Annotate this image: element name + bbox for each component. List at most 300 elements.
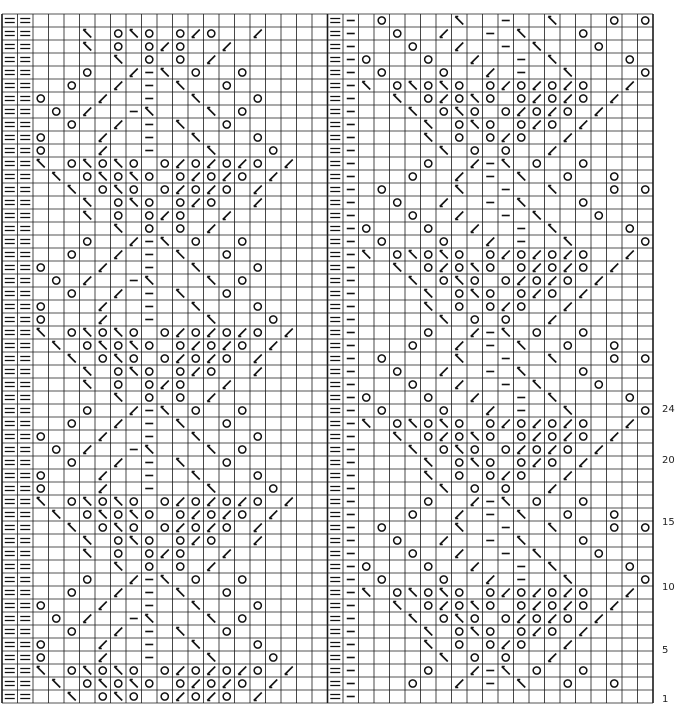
- purl-icon: [5, 149, 15, 153]
- purl-icon: [5, 279, 15, 283]
- yo-icon: [177, 30, 184, 37]
- purl-icon: [20, 214, 30, 218]
- yo-icon: [394, 589, 401, 596]
- yo-icon: [68, 160, 75, 167]
- yo-icon: [161, 498, 168, 505]
- ssk-icon: [548, 56, 556, 64]
- ssk-icon: [440, 147, 448, 155]
- purl-icon: [330, 292, 340, 296]
- yo-icon: [84, 342, 91, 349]
- ssk-icon: [409, 251, 417, 259]
- yo-icon: [642, 407, 649, 414]
- yo-icon: [177, 56, 184, 63]
- k2tog-icon: [533, 459, 541, 467]
- yo-icon: [223, 121, 230, 128]
- yo-icon: [254, 303, 261, 310]
- ssk-icon: [68, 186, 76, 194]
- yo-icon: [84, 238, 91, 245]
- yo-icon: [239, 342, 246, 349]
- k2tog-icon: [114, 420, 122, 428]
- yo-icon: [626, 225, 633, 232]
- ssk-icon: [52, 511, 60, 519]
- purl-icon: [20, 266, 30, 270]
- purl-icon: [20, 500, 30, 504]
- k2tog-icon: [517, 446, 525, 454]
- yo-icon: [409, 342, 416, 349]
- yo-icon: [425, 160, 432, 167]
- ssk-icon: [362, 82, 370, 90]
- purl-icon: [5, 357, 15, 361]
- purl-icon: [20, 97, 30, 101]
- ssk-icon: [207, 615, 215, 623]
- k2tog-icon: [579, 459, 587, 467]
- yo-icon: [223, 160, 230, 167]
- yo-icon: [549, 95, 556, 102]
- yo-icon: [99, 524, 106, 531]
- purl-icon: [330, 19, 340, 23]
- ssk-icon: [440, 485, 448, 493]
- k2tog-icon: [440, 433, 448, 441]
- yo-icon: [239, 576, 246, 583]
- purl-icon: [330, 396, 340, 400]
- yo-icon: [223, 420, 230, 427]
- yo-icon: [611, 342, 618, 349]
- yo-icon: [456, 641, 463, 648]
- ssk-icon: [68, 524, 76, 532]
- k2tog-icon: [533, 121, 541, 129]
- purl-icon: [330, 565, 340, 569]
- yo-icon: [456, 628, 463, 635]
- k2tog-icon: [83, 108, 91, 116]
- ssk-icon: [409, 615, 417, 623]
- k2tog-icon: [254, 693, 262, 701]
- yo-icon: [564, 446, 571, 453]
- k2tog-icon: [548, 485, 556, 493]
- k2tog-icon: [269, 173, 277, 181]
- yo-icon: [37, 264, 44, 271]
- yo-icon: [487, 95, 494, 102]
- yo-icon: [518, 459, 525, 466]
- ssk-icon: [37, 667, 45, 675]
- yo-icon: [146, 394, 153, 401]
- yo-icon: [394, 368, 401, 375]
- yo-icon: [146, 680, 153, 687]
- k2tog-icon: [471, 394, 479, 402]
- ssk-icon: [502, 667, 510, 675]
- yo-icon: [223, 459, 230, 466]
- purl-icon: [5, 266, 15, 270]
- k2tog-icon: [455, 550, 463, 558]
- ssk-icon: [37, 498, 45, 506]
- yo-icon: [425, 498, 432, 505]
- k2tog-icon: [486, 407, 494, 415]
- k2tog-icon: [564, 251, 572, 259]
- yo-icon: [192, 576, 199, 583]
- yo-icon: [502, 615, 509, 622]
- purl-icon: [330, 305, 340, 309]
- k2tog-icon: [223, 342, 231, 350]
- yo-icon: [456, 134, 463, 141]
- k2tog-icon: [579, 121, 587, 129]
- ssk-icon: [52, 342, 60, 350]
- purl-icon: [5, 331, 15, 335]
- purl-icon: [330, 253, 340, 257]
- ssk-icon: [207, 654, 215, 662]
- purl-icon: [20, 682, 30, 686]
- ssk-icon: [471, 264, 479, 272]
- ssk-icon: [471, 290, 479, 298]
- k2tog-icon: [471, 563, 479, 571]
- k2tog-icon: [238, 498, 246, 506]
- yo-icon: [564, 108, 571, 115]
- yo-icon: [425, 264, 432, 271]
- purl-icon: [330, 58, 340, 62]
- purl-icon: [330, 149, 340, 153]
- yo-icon: [223, 628, 230, 635]
- yo-icon: [595, 43, 602, 50]
- yo-icon: [84, 173, 91, 180]
- row-number-5: 5: [662, 645, 669, 656]
- ssk-icon: [83, 550, 91, 558]
- yo-icon: [409, 550, 416, 557]
- purl-icon: [5, 487, 15, 491]
- yo-icon: [254, 160, 261, 167]
- yo-icon: [146, 563, 153, 570]
- ssk-icon: [145, 446, 153, 454]
- yo-icon: [580, 667, 587, 674]
- purl-icon: [20, 617, 30, 621]
- yo-icon: [177, 511, 184, 518]
- k2tog-icon: [223, 43, 231, 51]
- ssk-icon: [455, 615, 463, 623]
- yo-icon: [192, 498, 199, 505]
- purl-icon: [330, 32, 340, 36]
- ssk-icon: [83, 212, 91, 220]
- yo-icon: [533, 498, 540, 505]
- yo-icon: [223, 667, 230, 674]
- yo-icon: [487, 433, 494, 440]
- ssk-icon: [83, 160, 91, 168]
- ssk-icon: [424, 628, 432, 636]
- purl-icon: [330, 188, 340, 192]
- yo-icon: [177, 563, 184, 570]
- purl-icon: [5, 305, 15, 309]
- yo-icon: [440, 108, 447, 115]
- yo-icon: [239, 173, 246, 180]
- ssk-icon: [393, 433, 401, 441]
- purl-icon: [5, 292, 15, 296]
- yo-icon: [223, 693, 230, 700]
- yo-icon: [223, 524, 230, 531]
- ssk-icon: [409, 589, 417, 597]
- ssk-icon: [471, 121, 479, 129]
- k2tog-icon: [207, 394, 215, 402]
- purl-icon: [5, 227, 15, 231]
- purl-icon: [20, 565, 30, 569]
- k2tog-icon: [254, 199, 262, 207]
- purl-icon: [5, 435, 15, 439]
- ssk-icon: [424, 134, 432, 142]
- k2tog-icon: [114, 628, 122, 636]
- ssk-icon: [564, 407, 572, 415]
- yo-icon: [68, 628, 75, 635]
- purl-icon: [20, 149, 30, 153]
- yo-icon: [409, 43, 416, 50]
- purl-icon: [5, 162, 15, 166]
- k2tog-icon: [564, 641, 572, 649]
- yo-icon: [192, 407, 199, 414]
- k2tog-icon: [595, 446, 603, 454]
- k2tog-icon: [83, 446, 91, 454]
- yo-icon: [440, 615, 447, 622]
- yo-icon: [177, 550, 184, 557]
- yo-icon: [223, 355, 230, 362]
- ssk-icon: [161, 576, 169, 584]
- yo-icon: [642, 69, 649, 76]
- yo-icon: [533, 160, 540, 167]
- purl-icon: [5, 123, 15, 127]
- yo-icon: [208, 368, 215, 375]
- k2tog-icon: [533, 433, 541, 441]
- purl-icon: [5, 643, 15, 647]
- k2tog-icon: [99, 641, 107, 649]
- purl-icon: [5, 32, 15, 36]
- k2tog-icon: [455, 342, 463, 350]
- yo-icon: [53, 615, 60, 622]
- ssk-icon: [362, 589, 370, 597]
- k2tog-icon: [223, 173, 231, 181]
- purl-icon: [5, 409, 15, 413]
- purl-icon: [20, 526, 30, 530]
- ssk-icon: [114, 355, 122, 363]
- yo-icon: [270, 147, 277, 154]
- yo-icon: [471, 615, 478, 622]
- ssk-icon: [114, 563, 122, 571]
- k2tog-icon: [99, 303, 107, 311]
- yo-icon: [409, 511, 416, 518]
- purl-icon: [330, 162, 340, 166]
- k2tog-icon: [83, 615, 91, 623]
- yo-icon: [161, 160, 168, 167]
- purl-icon: [20, 45, 30, 49]
- purl-icon: [20, 552, 30, 556]
- yo-icon: [192, 238, 199, 245]
- yo-icon: [37, 641, 44, 648]
- purl-icon: [5, 175, 15, 179]
- yo-icon: [425, 394, 432, 401]
- yo-icon: [425, 667, 432, 674]
- ssk-icon: [533, 550, 541, 558]
- k2tog-icon: [502, 420, 510, 428]
- ssk-icon: [393, 95, 401, 103]
- yo-icon: [208, 199, 215, 206]
- purl-icon: [330, 669, 340, 673]
- yo-icon: [270, 654, 277, 661]
- ssk-icon: [176, 628, 184, 636]
- ssk-icon: [130, 199, 138, 207]
- purl-icon: [5, 422, 15, 426]
- yo-icon: [254, 329, 261, 336]
- purl-icon: [5, 448, 15, 452]
- yo-icon: [378, 186, 385, 193]
- ssk-icon: [517, 368, 525, 376]
- yo-icon: [471, 277, 478, 284]
- purl-icon: [5, 370, 15, 374]
- ssk-icon: [207, 277, 215, 285]
- yo-icon: [378, 69, 385, 76]
- purl-icon: [330, 630, 340, 634]
- yo-icon: [440, 277, 447, 284]
- purl-icon: [20, 513, 30, 517]
- yo-icon: [208, 511, 215, 518]
- k2tog-icon: [192, 199, 200, 207]
- row-number-10: 10: [662, 582, 675, 593]
- k2tog-icon: [471, 667, 479, 675]
- yo-icon: [394, 420, 401, 427]
- yo-icon: [378, 576, 385, 583]
- yo-icon: [425, 563, 432, 570]
- yo-icon: [456, 121, 463, 128]
- yo-icon: [146, 173, 153, 180]
- k2tog-icon: [223, 511, 231, 519]
- k2tog-icon: [99, 485, 107, 493]
- ssk-icon: [176, 420, 184, 428]
- purl-icon: [20, 396, 30, 400]
- yo-icon: [146, 368, 153, 375]
- yo-icon: [84, 576, 91, 583]
- purl-icon: [330, 331, 340, 335]
- k2tog-icon: [440, 537, 448, 545]
- purl-icon: [330, 409, 340, 413]
- purl-icon: [20, 604, 30, 608]
- yo-icon: [518, 251, 525, 258]
- ssk-icon: [83, 381, 91, 389]
- yo-icon: [192, 186, 199, 193]
- ssk-icon: [176, 459, 184, 467]
- yo-icon: [177, 537, 184, 544]
- k2tog-icon: [517, 108, 525, 116]
- yo-icon: [37, 433, 44, 440]
- yo-icon: [533, 615, 540, 622]
- yo-icon: [130, 667, 137, 674]
- yo-icon: [239, 69, 246, 76]
- yo-icon: [394, 82, 401, 89]
- ssk-icon: [455, 277, 463, 285]
- purl-icon: [330, 461, 340, 465]
- purl-icon: [330, 357, 340, 361]
- ssk-icon: [502, 160, 510, 168]
- k2tog-icon: [207, 225, 215, 233]
- purl-icon: [330, 591, 340, 595]
- purl-icon: [330, 526, 340, 530]
- yo-icon: [502, 316, 509, 323]
- purl-icon: [20, 344, 30, 348]
- purl-icon: [5, 630, 15, 634]
- k2tog-icon: [564, 134, 572, 142]
- yo-icon: [409, 381, 416, 388]
- purl-icon: [5, 513, 15, 517]
- ssk-icon: [548, 17, 556, 25]
- k2tog-icon: [564, 264, 572, 272]
- k2tog-icon: [533, 420, 541, 428]
- purl-icon: [330, 617, 340, 621]
- ssk-icon: [455, 524, 463, 532]
- purl-icon: [5, 110, 15, 114]
- yo-icon: [518, 290, 525, 297]
- yo-icon: [254, 602, 261, 609]
- yo-icon: [37, 95, 44, 102]
- purl-icon: [5, 552, 15, 556]
- k2tog-icon: [99, 433, 107, 441]
- k2tog-icon: [626, 82, 634, 90]
- purl-icon: [330, 45, 340, 49]
- k2tog-icon: [207, 160, 215, 168]
- purl-icon: [5, 526, 15, 530]
- purl-icon: [5, 539, 15, 543]
- yo-icon: [518, 264, 525, 271]
- purl-icon: [330, 175, 340, 179]
- yo-icon: [487, 82, 494, 89]
- yo-icon: [115, 43, 122, 50]
- k2tog-icon: [564, 602, 572, 610]
- yo-icon: [192, 693, 199, 700]
- ssk-icon: [161, 407, 169, 415]
- yo-icon: [254, 95, 261, 102]
- yo-icon: [177, 680, 184, 687]
- yo-icon: [99, 160, 106, 167]
- yo-icon: [37, 134, 44, 141]
- purl-icon: [330, 695, 340, 699]
- purl-icon: [20, 318, 30, 322]
- yo-icon: [363, 225, 370, 232]
- yo-icon: [146, 199, 153, 206]
- yo-icon: [549, 264, 556, 271]
- ssk-icon: [83, 30, 91, 38]
- yo-icon: [146, 43, 153, 50]
- ssk-icon: [424, 303, 432, 311]
- k2tog-icon: [285, 667, 293, 675]
- row-number-1: 1: [662, 694, 669, 705]
- yo-icon: [518, 121, 525, 128]
- k2tog-icon: [192, 30, 200, 38]
- yo-icon: [208, 173, 215, 180]
- purl-icon: [20, 32, 30, 36]
- purl-icon: [20, 435, 30, 439]
- yo-icon: [223, 498, 230, 505]
- yo-icon: [487, 251, 494, 258]
- yo-icon: [68, 329, 75, 336]
- purl-icon: [5, 240, 15, 244]
- yo-icon: [580, 368, 587, 375]
- yo-icon: [68, 667, 75, 674]
- k2tog-icon: [99, 134, 107, 142]
- yo-icon: [580, 30, 587, 37]
- yo-icon: [471, 108, 478, 115]
- yo-icon: [239, 108, 246, 115]
- k2tog-icon: [471, 225, 479, 233]
- ssk-icon: [517, 342, 525, 350]
- ssk-icon: [424, 641, 432, 649]
- purl-icon: [5, 97, 15, 101]
- purl-icon: [330, 578, 340, 582]
- yo-icon: [146, 550, 153, 557]
- k2tog-icon: [176, 498, 184, 506]
- ssk-icon: [176, 121, 184, 129]
- yo-icon: [409, 680, 416, 687]
- yo-icon: [254, 433, 261, 440]
- yo-icon: [363, 563, 370, 570]
- yo-icon: [192, 524, 199, 531]
